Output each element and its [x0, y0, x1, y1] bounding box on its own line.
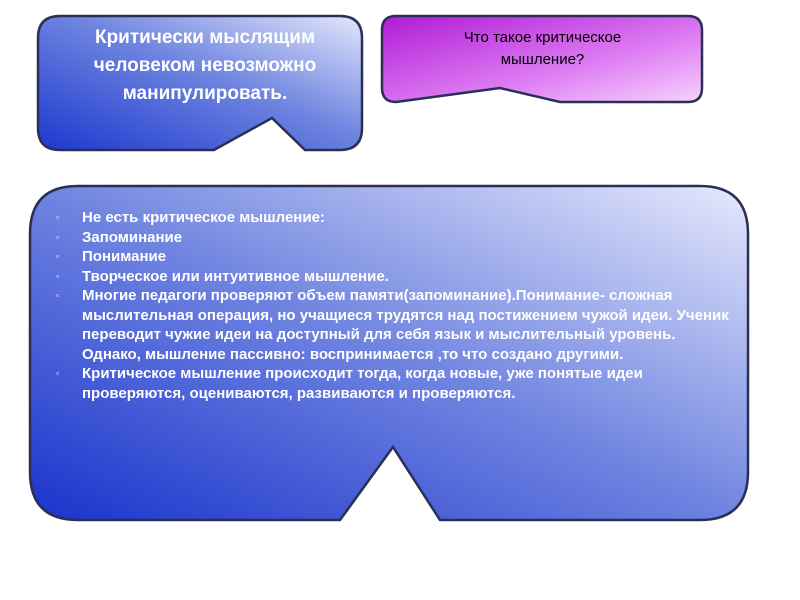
callout-left-text: [60, 24, 350, 108]
list-item: [52, 208, 732, 228]
bullet-icon: ▫: [56, 270, 60, 281]
bullet-icon: ▫: [56, 368, 60, 378]
bullet-icon: ▫: [56, 290, 60, 300]
callout-right-line: мышление?: [500, 51, 585, 68]
list-item-text: Критическое мышление происходит тогда, когда новые, уже понятые идеи проверяются, оцениваются, развиваются и проверяются.: [82, 365, 643, 402]
list-item: [52, 286, 732, 364]
list-item: [52, 267, 732, 287]
main-bullet-list: [52, 208, 732, 403]
callout-left-line: человеком невозможно: [93, 55, 317, 76]
bullet-icon: ▫: [56, 212, 60, 222]
list-item-text: Многие педагоги проверяют объем памяти(запоминание).Понимание- сложная мыслительная операция, но учащиеся трудятся над постижением чужой идеи. Ученик переводит чужие идеи на доступный для себя язык и мыслительный уровень. Однако, мышление пассивно: воспринимается ,то что создано другими.: [82, 287, 729, 363]
list-item: [52, 247, 732, 267]
list-item: [52, 364, 732, 403]
callout-left-line: Критически мыслящим: [94, 27, 316, 48]
list-item: [52, 228, 732, 248]
list-item-text: Не есть критическое мышление:: [82, 209, 325, 226]
bullet-icon: ▫: [56, 231, 60, 242]
bullet-icon: ▫: [56, 251, 60, 261]
list-item-text: Запоминание: [82, 228, 183, 246]
list-item-text: Творческое или интуитивное мышление.: [82, 267, 389, 285]
list-item-text: Понимание: [82, 248, 167, 265]
callout-left-line: манипулировать.: [122, 83, 288, 104]
callout-right-text: [395, 27, 690, 71]
callout-right-line: Что такое критическое: [463, 29, 622, 46]
